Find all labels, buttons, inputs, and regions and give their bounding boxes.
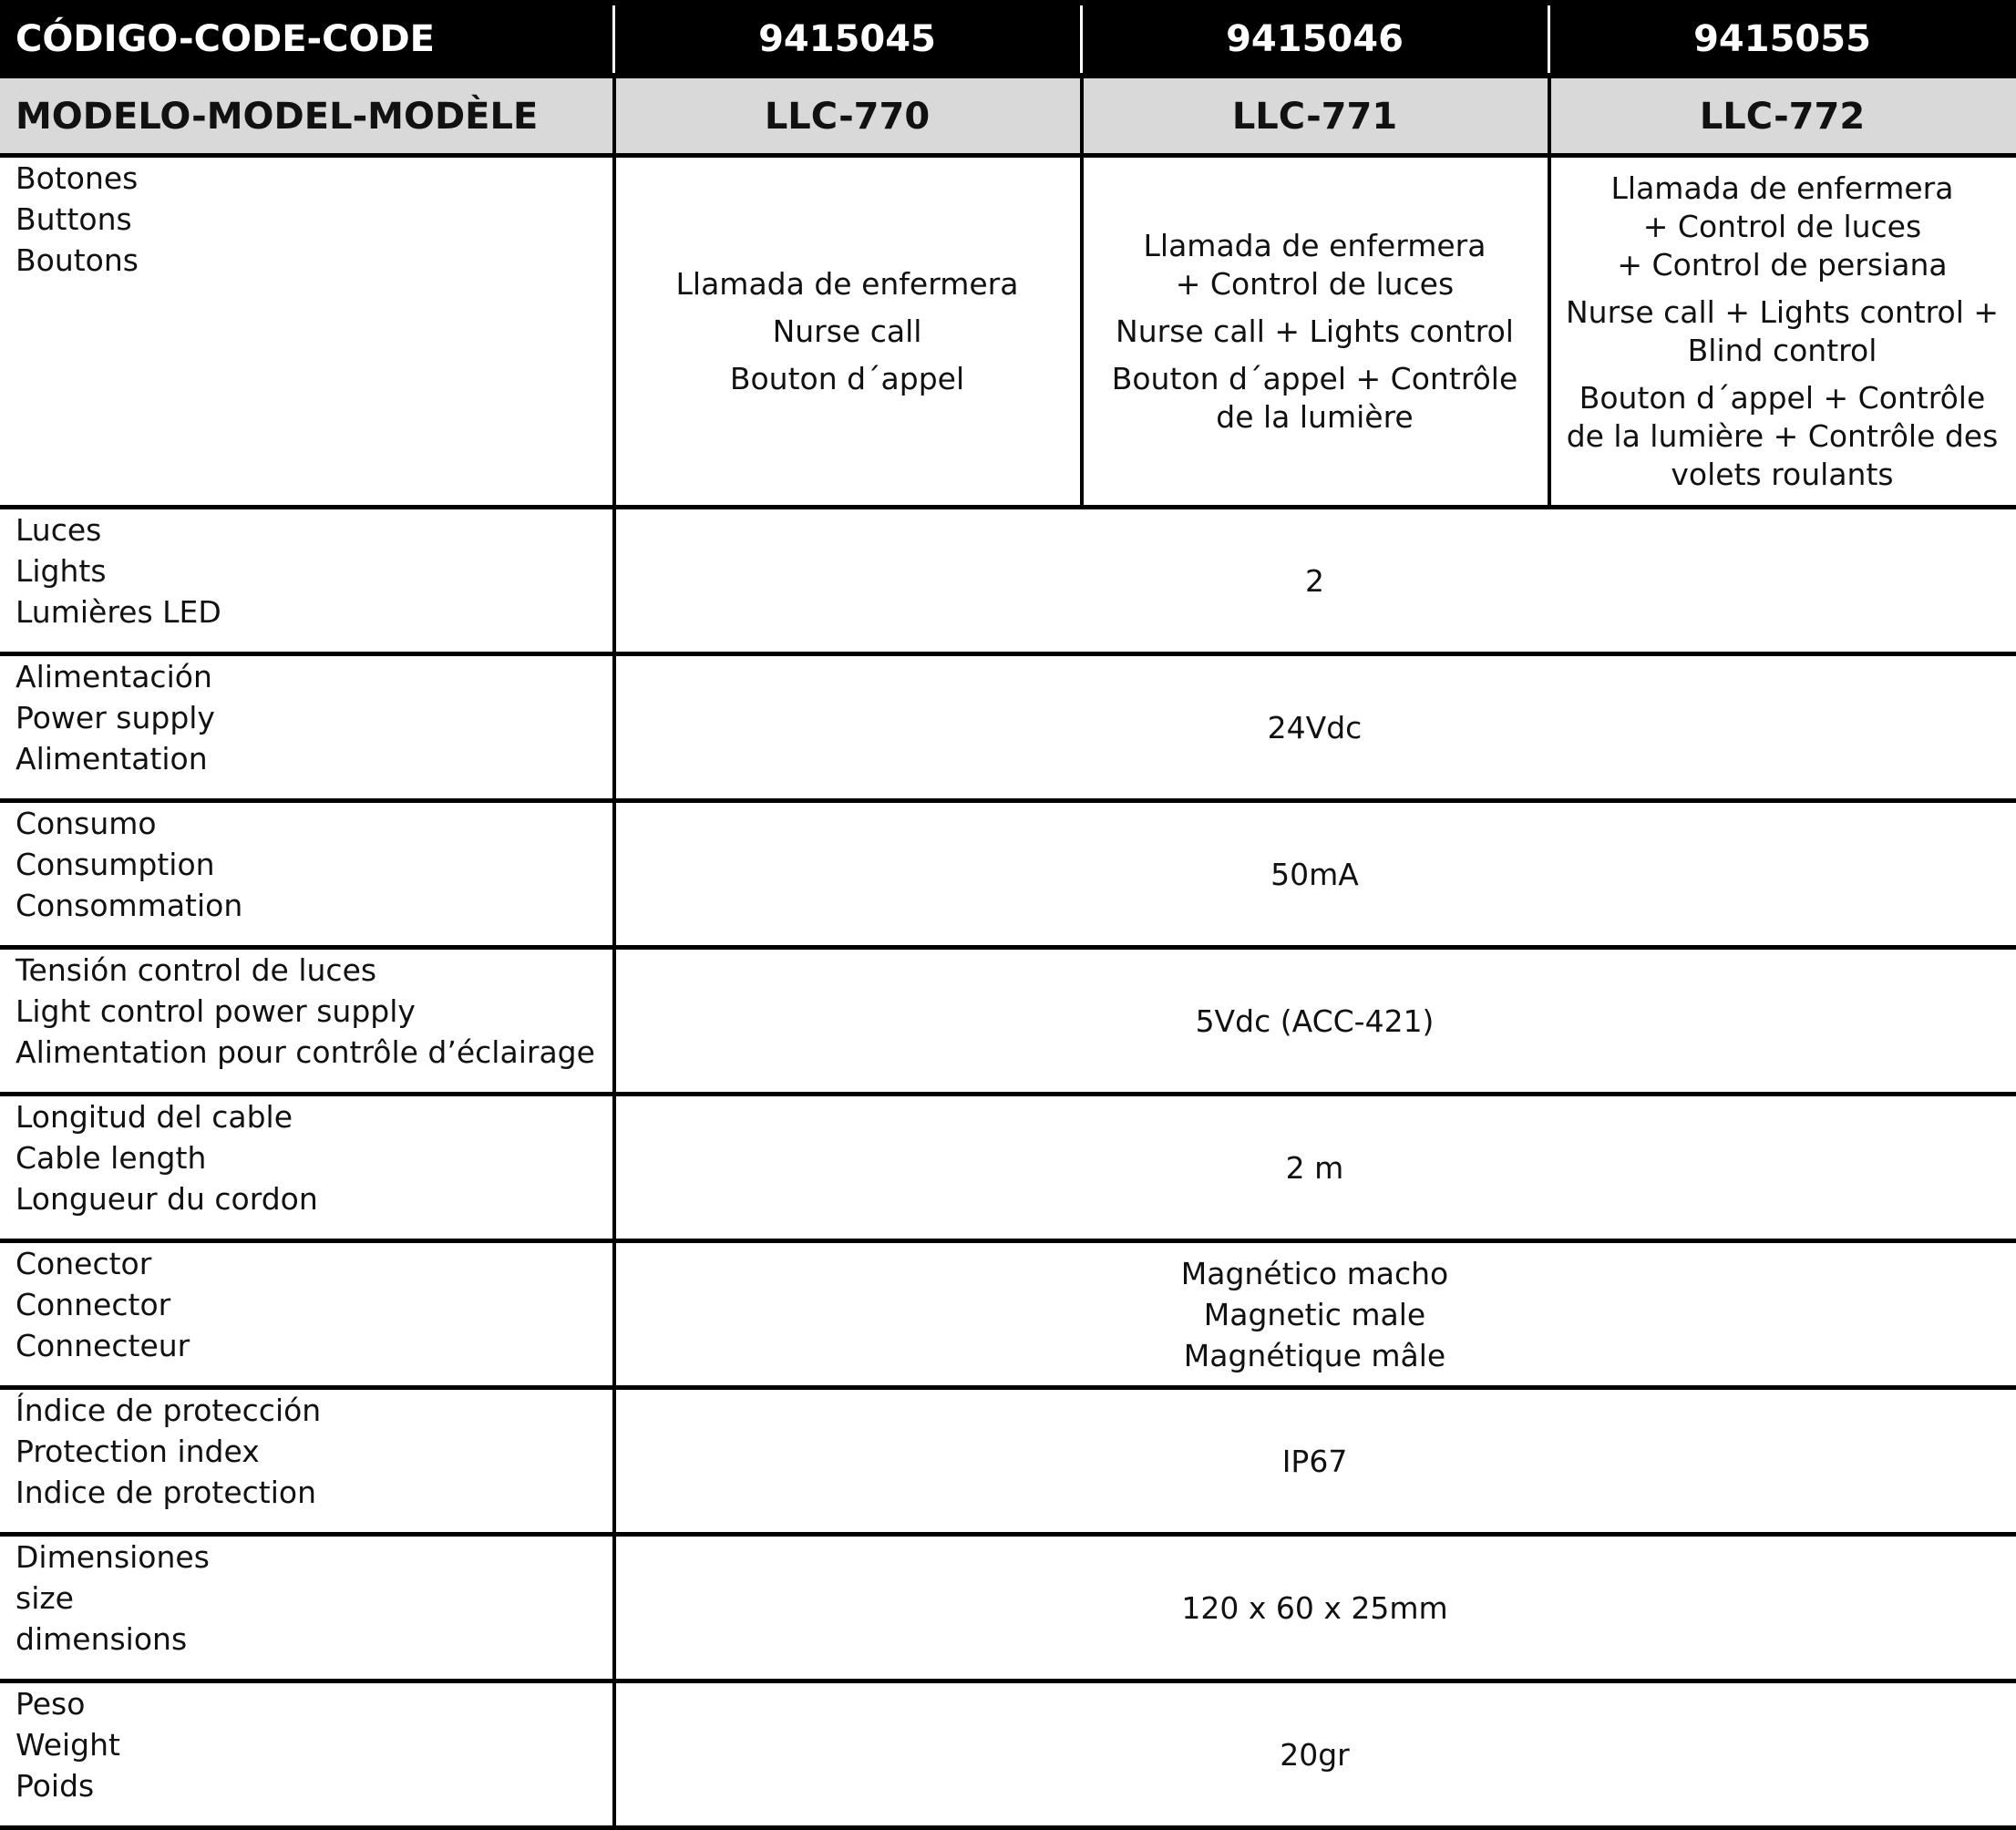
row-value [613, 656, 2016, 799]
column-divider [1548, 78, 1551, 155]
row-value [613, 509, 2016, 653]
value-line: 24Vdc [1267, 710, 1363, 745]
value-es: Llamada de enfermera + Control de luces + Control de persiana [1610, 170, 1954, 283]
value-line: 20gr [1280, 1737, 1350, 1773]
value-fr: Bouton d´appel + Contrôle de la lumière + Contrôle des volets roulants [1566, 380, 1999, 492]
column-divider [1080, 78, 1084, 155]
column-divider [612, 78, 616, 155]
label-en: Light control power supply [15, 993, 416, 1029]
label-fr: Consommation [15, 888, 243, 923]
column-divider [612, 803, 616, 946]
column-divider [612, 1096, 616, 1239]
label-fr: Boutons [15, 242, 139, 278]
column-divider [1080, 158, 1084, 506]
value-line: Magnetic male [1203, 1297, 1426, 1332]
row-value [613, 1390, 2016, 1533]
label-es: Peso [15, 1686, 86, 1722]
value-line: Magnético macho [1180, 1256, 1449, 1291]
code-cell: 9415046 [1226, 18, 1404, 60]
label-fr: dimensions [15, 1621, 188, 1657]
model-label: MODELO-MODEL-MODÈLE [15, 96, 539, 138]
label-en: size [15, 1580, 74, 1616]
label-es: Luces [15, 512, 102, 548]
label-en: Cable length [15, 1140, 207, 1176]
column-divider [1548, 158, 1551, 506]
label-en: Connector [15, 1287, 171, 1322]
label-fr: Alimentation pour contrôle d’éclairage [15, 1034, 595, 1070]
column-divider [612, 1683, 616, 1826]
row-label [0, 1683, 613, 1826]
code-row [0, 0, 2016, 78]
column-divider [612, 509, 616, 653]
row-label [0, 1243, 613, 1386]
label-fr: Poids [15, 1768, 95, 1804]
column-divider [612, 1537, 616, 1680]
value-en: Nurse call + Lights control + Blind control [1565, 294, 2000, 368]
label-es: Alimentación [15, 659, 212, 694]
spec-row [0, 1243, 2016, 1386]
column-divider [612, 656, 616, 799]
row-label [0, 1537, 613, 1680]
buttons-value-llc-770 [613, 158, 1081, 506]
value-line: 5Vdc (ACC-421) [1195, 1003, 1435, 1039]
row-label [0, 950, 613, 1093]
value-line: 50mA [1270, 857, 1359, 892]
row-value [613, 1096, 2016, 1239]
column-divider [612, 158, 616, 506]
spec-row [0, 1683, 2016, 1826]
label-en: Protection index [15, 1434, 260, 1469]
code-label: CÓDIGO-CODE-CODE [15, 18, 435, 60]
column-divider [612, 5, 615, 73]
label-es: Consumo [15, 806, 157, 841]
model-cell: LLC-770 [764, 96, 931, 138]
row-label [0, 509, 613, 653]
label-es: Botones [15, 160, 139, 196]
value-line: Magnétique mâle [1183, 1338, 1446, 1373]
row-label [0, 656, 613, 799]
label-en: Consumption [15, 847, 215, 882]
label-es: Índice de protección [15, 1393, 322, 1428]
column-divider [612, 950, 616, 1093]
code-cell: 9415055 [1693, 18, 1871, 60]
buttons-value-llc-772 [1548, 158, 2016, 506]
label-en: Power supply [15, 700, 215, 735]
value-es: Llamada de enfermera [675, 266, 1019, 302]
label-fr: Indice de protection [15, 1475, 317, 1510]
row-value [613, 1243, 2016, 1386]
row-value [613, 1537, 2016, 1680]
spec-row [0, 803, 2016, 946]
row-label [0, 1096, 613, 1239]
column-divider [1548, 5, 1550, 73]
row-divider [0, 1825, 2016, 1830]
value-en: Nurse call + Lights control [1116, 314, 1514, 349]
column-divider [1080, 5, 1083, 73]
buttons-value-llc-771 [1081, 158, 1548, 506]
spec-row [0, 950, 2016, 1093]
value-line: 120 x 60 x 25mm [1181, 1590, 1448, 1626]
column-divider [612, 1390, 616, 1533]
spec-row [0, 509, 2016, 653]
label-es: Tensión control de luces [15, 952, 377, 988]
label-es: Longitud del cable [15, 1099, 293, 1135]
row-label [0, 803, 613, 946]
buttons-row [0, 158, 2016, 506]
row-label [0, 158, 613, 506]
value-en: Nurse call [772, 314, 922, 349]
label-fr: Alimentation [15, 741, 208, 776]
label-en: Weight [15, 1727, 120, 1763]
row-value [613, 1683, 2016, 1826]
model-cell: LLC-771 [1231, 96, 1398, 138]
label-es: Conector [15, 1246, 152, 1281]
spec-row [0, 1390, 2016, 1533]
column-divider [612, 1243, 616, 1386]
label-en: Buttons [15, 201, 132, 237]
spec-row [0, 1537, 2016, 1680]
spec-row [0, 656, 2016, 799]
value-fr: Bouton d´appel + Contrôle de la lumière [1111, 361, 1518, 435]
model-row [0, 78, 2016, 155]
value-line: 2 [1305, 563, 1324, 599]
label-fr: Connecteur [15, 1328, 190, 1363]
label-fr: Lumières LED [15, 594, 221, 630]
value-fr: Bouton d´appel [729, 361, 965, 396]
spec-row [0, 1096, 2016, 1239]
model-cell: LLC-772 [1699, 96, 1866, 138]
label-en: Lights [15, 553, 107, 589]
code-cell: 9415045 [758, 18, 936, 60]
value-es: Llamada de enfermera + Control de luces [1143, 228, 1486, 302]
value-line: IP67 [1281, 1444, 1348, 1479]
row-value [613, 803, 2016, 946]
row-label [0, 1390, 613, 1533]
label-es: Dimensiones [15, 1539, 210, 1575]
value-line: 2 m [1285, 1150, 1344, 1186]
row-value [613, 950, 2016, 1093]
label-fr: Longueur du cordon [15, 1181, 318, 1217]
